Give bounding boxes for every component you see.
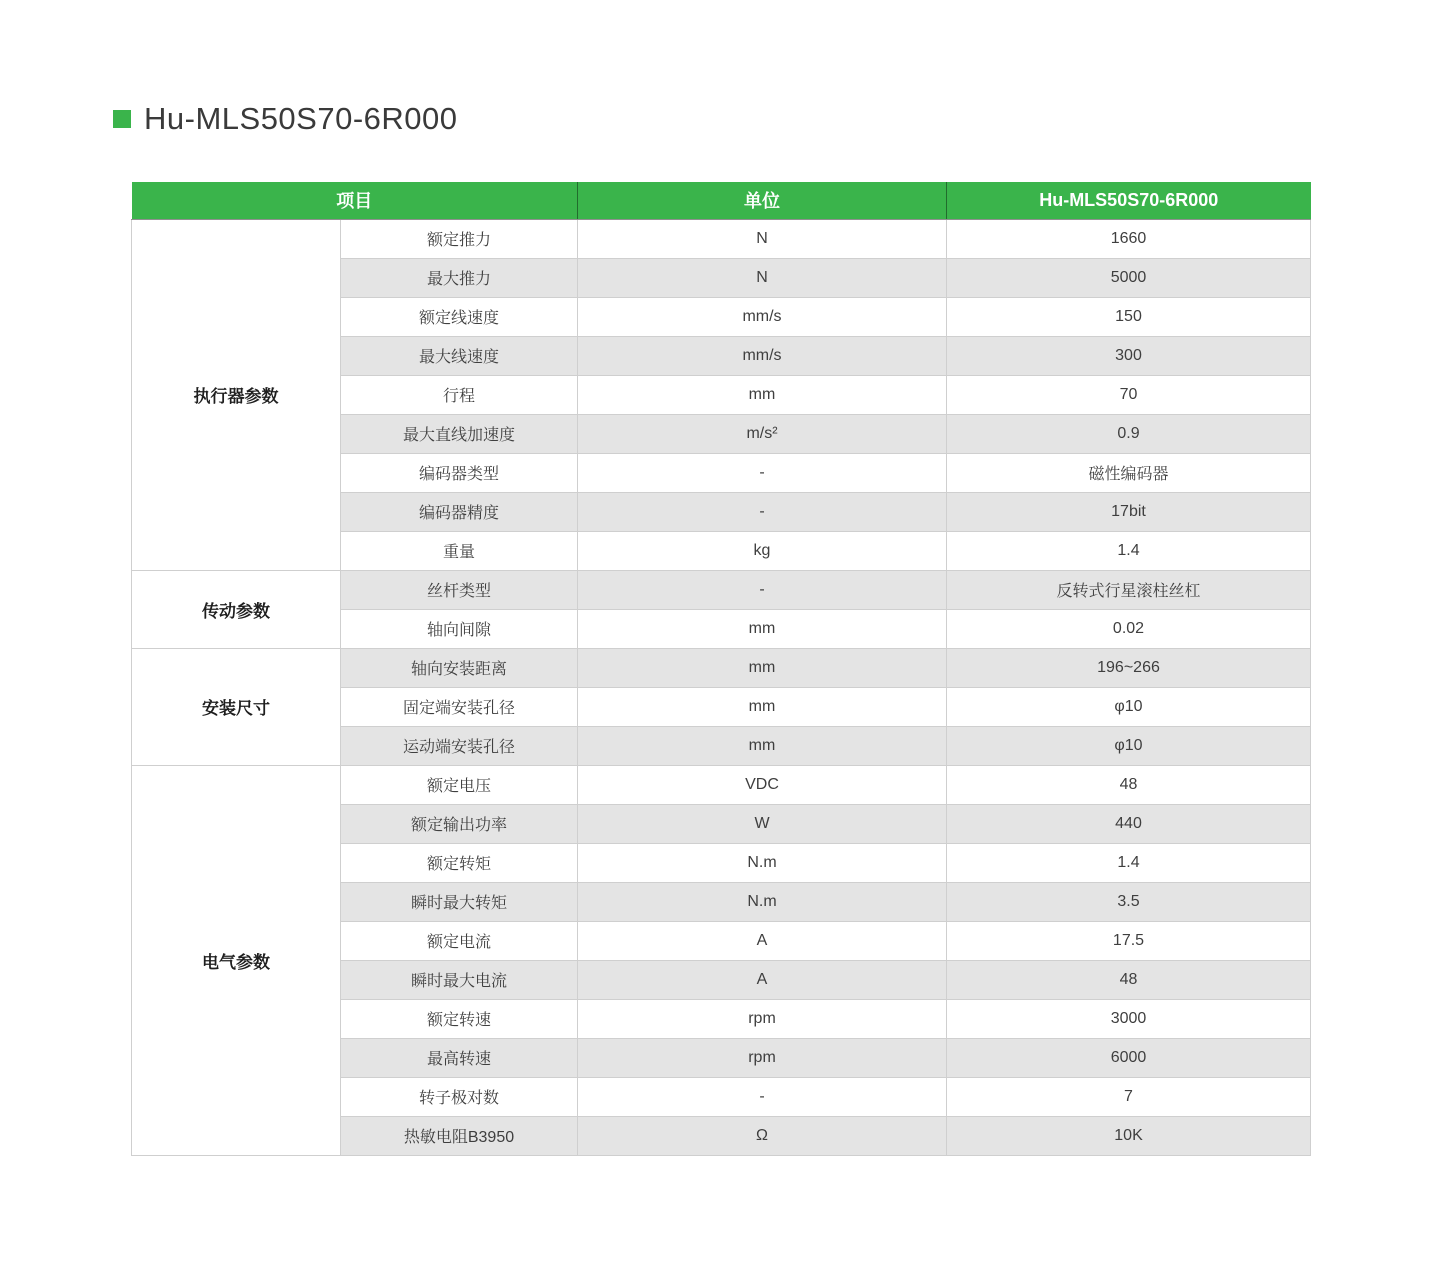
value-cell: 3000: [947, 999, 1311, 1038]
group-cell-electrical: 电气参数: [132, 765, 341, 1155]
value-cell: 磁性编码器: [947, 453, 1311, 492]
value-cell: 48: [947, 765, 1311, 804]
param-name-cell: 额定线速度: [341, 297, 578, 336]
param-name-cell: 额定推力: [341, 219, 578, 258]
unit-cell: mm/s: [578, 297, 947, 336]
unit-cell: rpm: [578, 999, 947, 1038]
param-name-cell: 固定端安装孔径: [341, 687, 578, 726]
value-cell: 1660: [947, 219, 1311, 258]
param-name-cell: 编码器精度: [341, 492, 578, 531]
unit-cell: N: [578, 219, 947, 258]
param-name-cell: 最大直线加速度: [341, 414, 578, 453]
spec-table-container: [131, 182, 1310, 1156]
value-cell: φ10: [947, 726, 1311, 765]
unit-cell: m/s²: [578, 414, 947, 453]
value-cell: 1.4: [947, 531, 1311, 570]
value-cell: 10K: [947, 1116, 1311, 1155]
table-row: [132, 765, 1311, 804]
unit-cell: -: [578, 453, 947, 492]
unit-cell: N.m: [578, 843, 947, 882]
unit-cell: mm: [578, 687, 947, 726]
value-cell: 17.5: [947, 921, 1311, 960]
param-name-cell: 额定输出功率: [341, 804, 578, 843]
param-name-cell: 瞬时最大转矩: [341, 882, 578, 921]
value-cell: 48: [947, 960, 1311, 999]
param-name-cell: 编码器类型: [341, 453, 578, 492]
value-cell: 70: [947, 375, 1311, 414]
group-cell-actuator: 执行器参数: [132, 219, 341, 570]
table-row: [132, 570, 1311, 609]
header-product-column: Hu-MLS50S70-6R000: [947, 182, 1311, 219]
unit-cell: mm/s: [578, 336, 947, 375]
unit-cell: N.m: [578, 882, 947, 921]
unit-cell: Ω: [578, 1116, 947, 1155]
param-name-cell: 额定转速: [341, 999, 578, 1038]
param-name-cell: 额定转矩: [341, 843, 578, 882]
param-name-cell: 额定电压: [341, 765, 578, 804]
unit-cell: mm: [578, 726, 947, 765]
value-cell: 196~266: [947, 648, 1311, 687]
unit-cell: mm: [578, 648, 947, 687]
param-name-cell: 额定电流: [341, 921, 578, 960]
param-name-cell: 轴向安装距离: [341, 648, 578, 687]
value-cell: 300: [947, 336, 1311, 375]
param-name-cell: 运动端安装孔径: [341, 726, 578, 765]
param-name-cell: 转子极对数: [341, 1077, 578, 1116]
unit-cell: N: [578, 258, 947, 297]
value-cell: 3.5: [947, 882, 1311, 921]
table-row: [132, 648, 1311, 687]
param-name-cell: 行程: [341, 375, 578, 414]
unit-cell: mm: [578, 609, 947, 648]
header-item-column: 项目: [132, 182, 578, 219]
param-name-cell: 最高转速: [341, 1038, 578, 1077]
unit-cell: -: [578, 492, 947, 531]
table-row: [132, 219, 1311, 258]
green-square-bullet-icon: [113, 110, 131, 128]
param-name-cell: 最大线速度: [341, 336, 578, 375]
unit-cell: A: [578, 921, 947, 960]
unit-cell: rpm: [578, 1038, 947, 1077]
param-name-cell: 丝杆类型: [341, 570, 578, 609]
unit-cell: kg: [578, 531, 947, 570]
spec-table: [131, 182, 1311, 1156]
value-cell: 150: [947, 297, 1311, 336]
section-title: [113, 100, 458, 138]
value-cell: 0.02: [947, 609, 1311, 648]
param-name-cell: 热敏电阻B3950: [341, 1116, 578, 1155]
group-cell-transmission: 传动参数: [132, 570, 341, 648]
unit-cell: W: [578, 804, 947, 843]
param-name-cell: 最大推力: [341, 258, 578, 297]
unit-cell: mm: [578, 375, 947, 414]
value-cell: 440: [947, 804, 1311, 843]
param-name-cell: 重量: [341, 531, 578, 570]
value-cell: φ10: [947, 687, 1311, 726]
group-cell-mounting: 安装尺寸: [132, 648, 341, 765]
page-title: Hu-MLS50S70-6R000: [144, 101, 458, 136]
value-cell: 反转式行星滚柱丝杠: [947, 570, 1311, 609]
unit-cell: VDC: [578, 765, 947, 804]
value-cell: 1.4: [947, 843, 1311, 882]
header-row: [132, 182, 1311, 219]
param-name-cell: 轴向间隙: [341, 609, 578, 648]
unit-cell: -: [578, 1077, 947, 1116]
header-unit-column: 单位: [578, 182, 947, 219]
value-cell: 6000: [947, 1038, 1311, 1077]
value-cell: 7: [947, 1077, 1311, 1116]
value-cell: 0.9: [947, 414, 1311, 453]
unit-cell: -: [578, 570, 947, 609]
value-cell: 17bit: [947, 492, 1311, 531]
value-cell: 5000: [947, 258, 1311, 297]
unit-cell: A: [578, 960, 947, 999]
param-name-cell: 瞬时最大电流: [341, 960, 578, 999]
